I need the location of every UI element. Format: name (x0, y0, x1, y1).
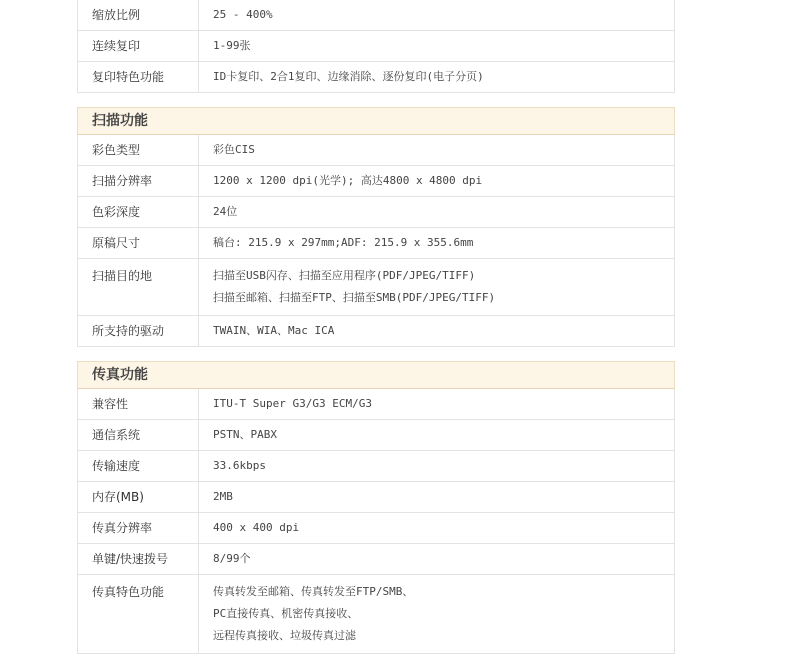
spec-label: 原稿尺寸 (78, 228, 199, 259)
spec-label: 复印特色功能 (78, 62, 199, 93)
scan-spec-table (77, 135, 675, 347)
spec-label: 内存(MB) (78, 482, 199, 513)
section-title-fax: 传真功能 (77, 361, 675, 389)
section-title-scan: 扫描功能 (77, 107, 675, 135)
spec-value: 2MB (199, 482, 675, 513)
table-row (78, 451, 675, 482)
spec-value: 彩色CIS (199, 135, 675, 166)
spec-label: 单键/快速拨号 (78, 544, 199, 575)
spec-value-line: 远程传真接收、垃圾传真过滤 (213, 629, 356, 642)
spec-value: ITU-T Super G3/G3 ECM/G3 (199, 389, 675, 420)
table-row (78, 166, 675, 197)
spec-label: 通信系统 (78, 420, 199, 451)
table-row (78, 575, 675, 654)
spec-label: 所支持的驱动 (78, 316, 199, 347)
spec-label: 连续复印 (78, 31, 199, 62)
spec-value: 1-99张 (199, 31, 675, 62)
spec-value: 稿台: 215.9 x 297mm;ADF: 215.9 x 355.6mm (199, 228, 675, 259)
fax-spec-table (77, 389, 675, 654)
spec-label: 兼容性 (78, 389, 199, 420)
spec-value: 33.6kbps (199, 451, 675, 482)
table-row (78, 316, 675, 347)
table-row (78, 31, 675, 62)
table-row (78, 0, 675, 31)
spec-value: 400 x 400 dpi (199, 513, 675, 544)
table-row (78, 259, 675, 316)
spec-value: TWAIN、WIA、Mac ICA (199, 316, 675, 347)
table-row (78, 513, 675, 544)
table-row (78, 389, 675, 420)
spec-value-line: PC直接传真、机密传真接收、 (213, 607, 359, 620)
table-row (78, 197, 675, 228)
spec-value: 24位 (199, 197, 675, 228)
table-row (78, 544, 675, 575)
spec-label: 传输速度 (78, 451, 199, 482)
spec-value-line: 扫描至USB闪存、扫描至应用程序(PDF/JPEG/TIFF) (213, 269, 476, 282)
spec-value (199, 575, 675, 654)
spec-label: 扫描目的地 (78, 259, 199, 316)
spec-value-line: 扫描至邮箱、扫描至FTP、扫描至SMB(PDF/JPEG/TIFF) (213, 291, 496, 304)
table-row (78, 482, 675, 513)
copy-spec-table (77, 0, 675, 93)
spec-label: 传真分辨率 (78, 513, 199, 544)
spec-value: 1200 x 1200 dpi(光学); 高达4800 x 4800 dpi (199, 166, 675, 197)
spec-label: 色彩深度 (78, 197, 199, 228)
table-row (78, 62, 675, 93)
table-row (78, 228, 675, 259)
spec-value: 8/99个 (199, 544, 675, 575)
spec-value: PSTN、PABX (199, 420, 675, 451)
table-row (78, 135, 675, 166)
spec-value-line: 传真转发至邮箱、传真转发至FTP/SMB、 (213, 585, 414, 598)
spec-label: 传真特色功能 (78, 575, 199, 654)
spec-label: 扫描分辨率 (78, 166, 199, 197)
spec-page (77, 0, 675, 654)
spec-value (199, 259, 675, 316)
spec-value: 25 - 400% (199, 0, 675, 31)
spec-label: 缩放比例 (78, 0, 199, 31)
table-row (78, 420, 675, 451)
spec-value: ID卡复印、2合1复印、边缘消除、逐份复印(电子分页) (199, 62, 675, 93)
spec-label: 彩色类型 (78, 135, 199, 166)
